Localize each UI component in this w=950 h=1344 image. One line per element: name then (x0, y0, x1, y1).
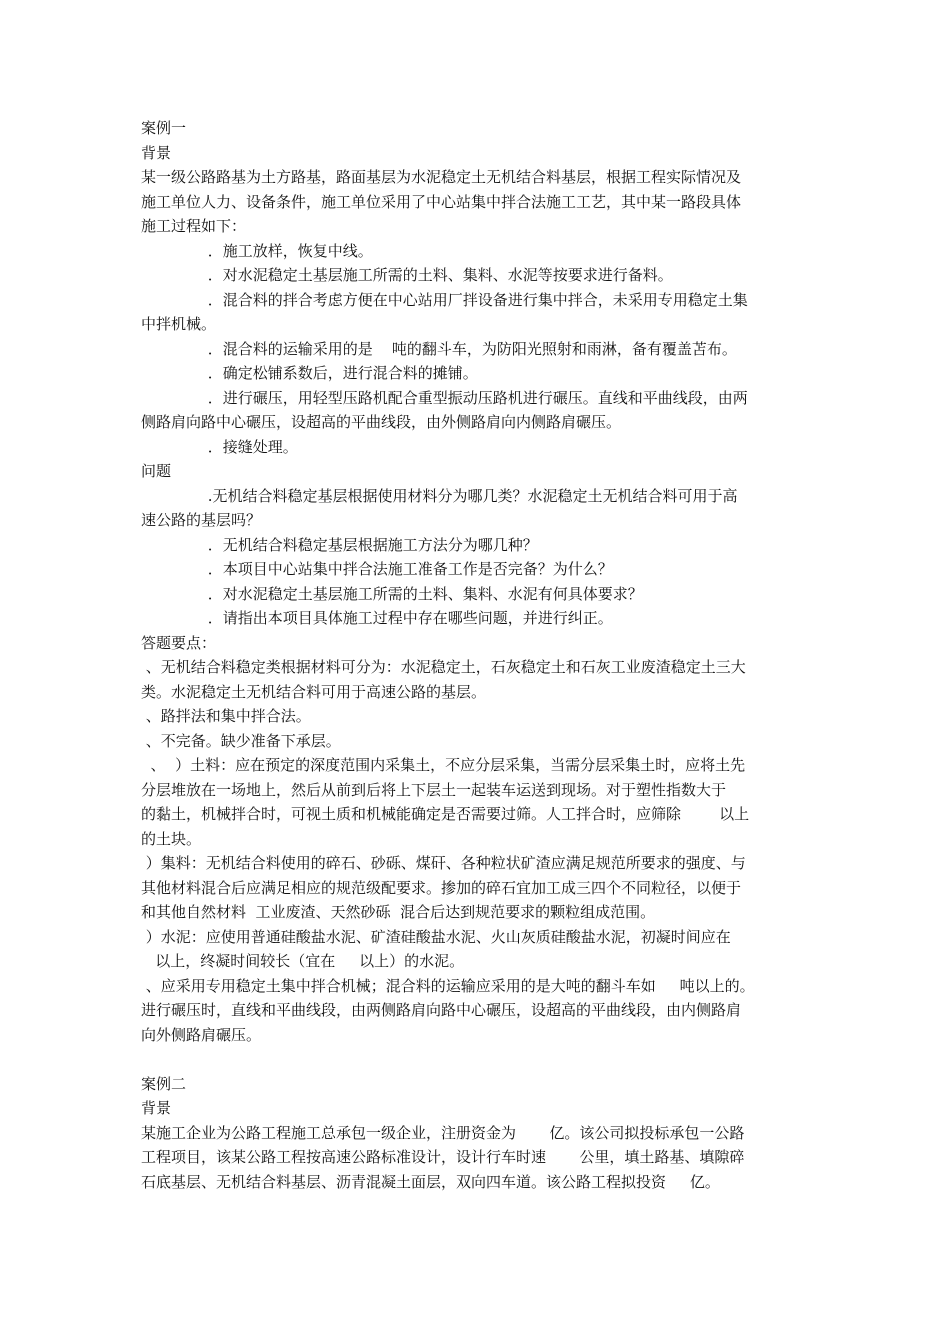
step-line: ．接缝处理。 (141, 437, 298, 456)
step-line: 侧路肩向路中心碾压，设超高的平曲线段，由外侧路肩向内侧路肩碾压。 (141, 413, 622, 431)
answer-line: 和其他自然材料 工业废渣、天然砂砾 混合后达到规范要求的颗粒组成范围。 (141, 903, 656, 921)
question-line: ．本项目中心站集中拌合法施工准备工作是否完备？为什么？ (141, 560, 613, 578)
step-line: 中拌机械。 (141, 315, 217, 333)
case1-title: 案例一 (141, 119, 187, 137)
paragraph-line: 某施工企业为公路工程施工总承包一级企业，注册资金为 亿。该公司拟投标承包一公路 (141, 1123, 745, 1142)
paragraph-line: 工程项目，该某公路工程按高速公路标准设计，设计行车时速 公里，填土路基、填隙碎 (141, 1148, 745, 1166)
step-line: ．混合料的拌合考虑方便在中心站用厂拌设备进行集中拌合，未采用专用稳定土集 (141, 290, 748, 309)
answer-line: 以上，终凝时间较长（宜在 以上）的水泥。 (141, 952, 465, 970)
answer-line: 、无机结合料稳定类根据材料可分为：水泥稳定土，石灰稳定土和石灰工业废渣稳定土三大 (141, 658, 746, 676)
step-line: ．进行碾压，用轻型压路机配合重型振动压路机进行碾压。直线和平曲线段，由两 (141, 388, 748, 407)
answer-line: 、不完备。缺少准备下承层。 (141, 731, 341, 750)
answer-line: 、路拌法和集中拌合法。 (141, 707, 311, 725)
step-line: ．施工放样，恢复中线。 (141, 241, 373, 260)
answer-line: 、应采用专用稳定土集中拌合机械；混合料的运输应采用的是大吨的翻斗车如 吨以上的。 (141, 976, 755, 995)
answers-heading: 答题要点： (141, 633, 217, 652)
question-line: 速公路的基层吗？ (141, 511, 262, 529)
answer-line: ）集料：无机结合料使用的碎石、砂砾、煤矸、各种粒状矿渣应满足规范所要求的强度、与 (141, 854, 746, 872)
blank-line (141, 1047, 813, 1072)
paragraph-line: 石底基层、无机结合料基层、沥青混凝土面层，双向四车道。该公路工程拟投资 亿。 (141, 1172, 720, 1191)
question-line: .无机结合料稳定基层根据使用材料分为哪几类？水泥稳定土无机结合料可用于高 (141, 486, 738, 505)
step-line: ．确定松铺系数后，进行混合料的摊铺。 (141, 364, 478, 382)
step-line: ．对水泥稳定土基层施工所需的土料、集料、水泥等按要求进行备料。 (141, 266, 673, 284)
answer-line: 向外侧路肩碾压。 (141, 1025, 262, 1044)
answer-line: 、 ）土料：应在预定的深度范围内采集土，不应分层采集，当需分层采集土时，应将土先 (141, 756, 746, 774)
paragraph-line: 施工单位人力、设备条件，施工单位采用了中心站集中拌合法施工工艺，其中某一路段具体 (141, 192, 742, 211)
answer-line: 其他材料混合后应满足相应的规范级配要求。掺加的碎石宜加工成三四个不同粒径，以便于 (141, 878, 742, 897)
document-page (141, 116, 813, 1194)
case2-title: 案例二 (141, 1074, 187, 1093)
answer-line: ）水泥：应使用普通硅酸盐水泥、矿渣硅酸盐水泥、火山灰质硅酸盐水泥，初凝时间应在 (141, 927, 731, 946)
case1-background-heading: 背景 (141, 143, 172, 162)
paragraph-line: 施工过程如下： (141, 217, 247, 235)
answer-line: 进行碾压时，直线和平曲线段，由两侧路肩向路中心碾压，设超高的平曲线段，由内侧路肩 (141, 1001, 742, 1019)
question-line: ．请指出本项目具体施工过程中存在哪些问题，并进行纠正。 (141, 609, 613, 627)
answer-line: 分层堆放在一场地上，然后从前到后将上下层土一起装车运送到现场。对于塑性指数大于 (141, 780, 727, 799)
paragraph-line: 某一级公路路基为土方路基，路面基层为水泥稳定土无机结合料基层，根据工程实际情况及 (141, 168, 742, 186)
question-line: ．对水泥稳定土基层施工所需的土料、集料、水泥有何具体要求？ (141, 584, 643, 603)
case2-background-heading: 背景 (141, 1099, 172, 1117)
step-line: ．混合料的运输采用的是 吨的翻斗车，为防阳光照射和雨淋，备有覆盖苫布。 (141, 339, 737, 358)
answer-line: 的黏土，机械拌合时，可视土质和机械能确定是否需要过筛。人工拌合时，应筛除 以上 (141, 805, 750, 823)
question-line: ．无机结合料稳定基层根据施工方法分为哪几种？ (141, 535, 538, 554)
answer-line: 类。水泥稳定土无机结合料可用于高速公路的基层。 (141, 682, 487, 701)
questions-heading: 问题 (141, 462, 172, 480)
answer-line: 的土块。 (141, 829, 202, 848)
